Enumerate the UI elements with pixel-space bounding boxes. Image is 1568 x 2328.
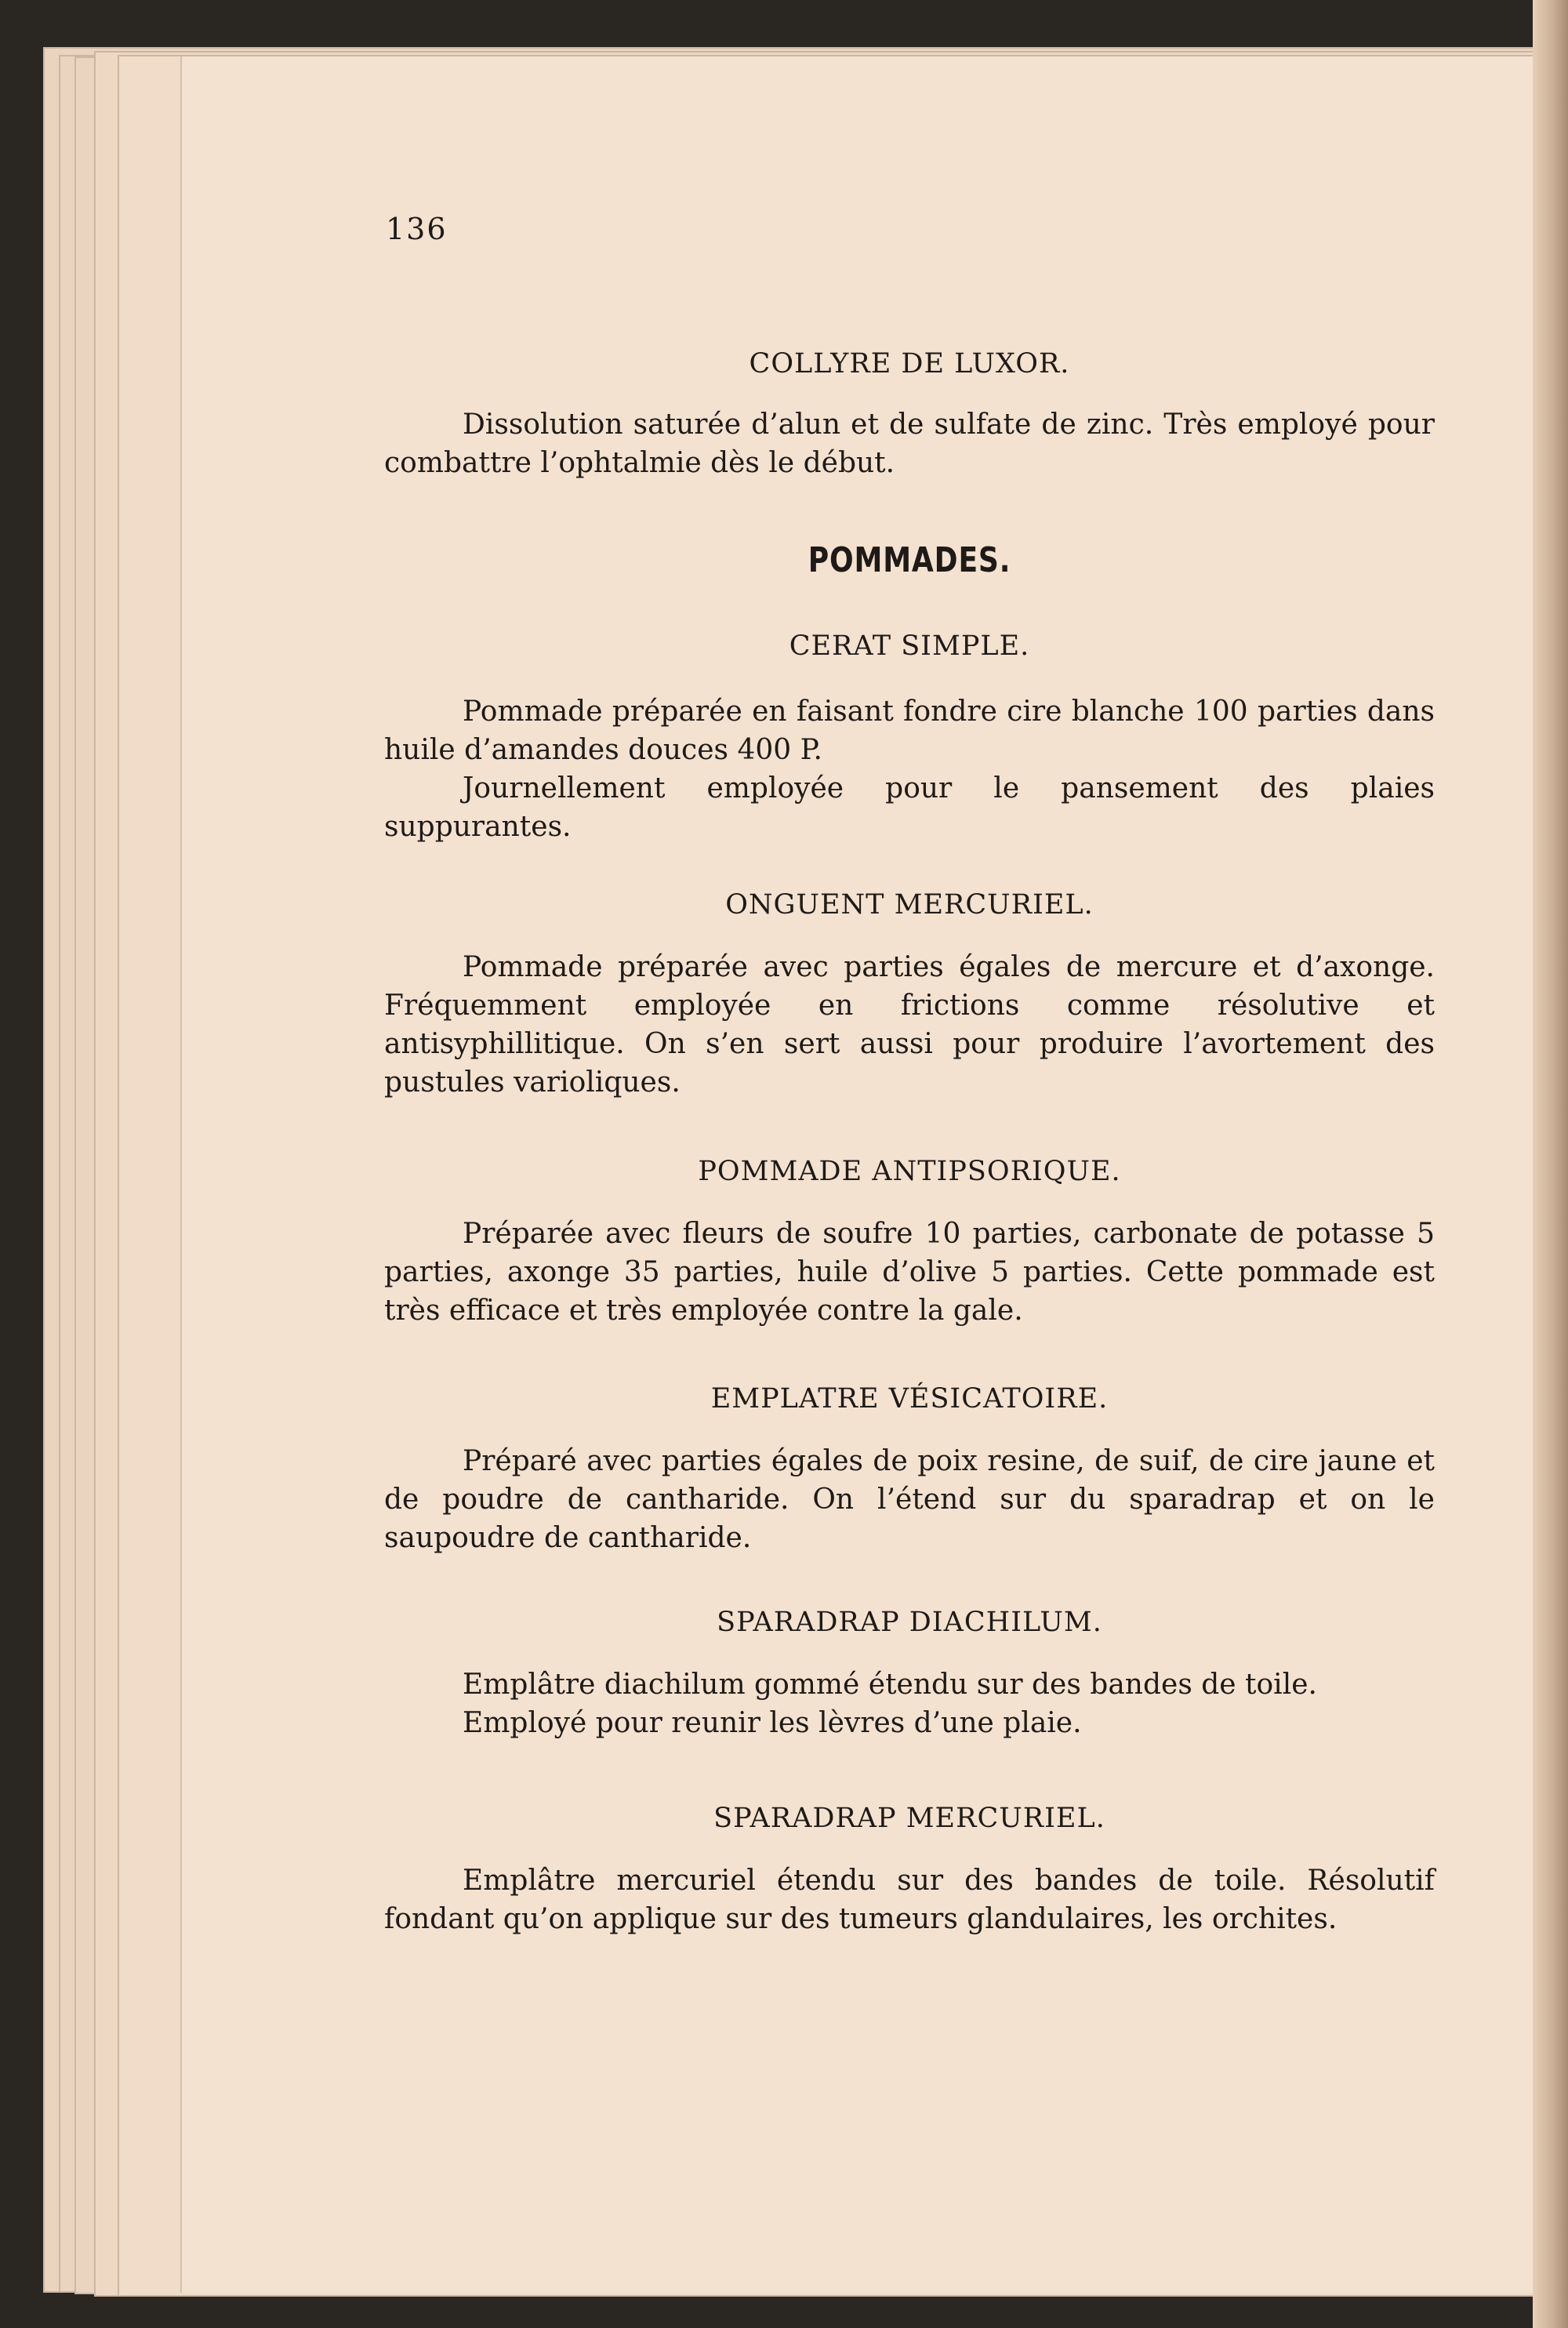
section-onguent: [384, 886, 1435, 1102]
paragraph: Emplâtre diachilum gommé étendu sur des bandes de toile.: [463, 1669, 1317, 1701]
paragraph: Pommade préparée en faisant fondre cire blanche 100 parties dans huile d’amandes douces 400 P.: [384, 695, 1435, 766]
section-title: POMMADE ANTIPSORIQUE.: [698, 1156, 1121, 1187]
paragraph: Journellement employée pour le pansement des plaies suppurantes.: [384, 772, 1435, 843]
paragraph: Pommade préparée avec parties égales de mercure et d’axonge. Fréquemment employée en frictions comme résolutive et antisyphillitique. On s’en sert aussi pour produire l’avortement des pustules varioliques.: [384, 951, 1435, 1099]
section-title: COLLYRE DE LUXOR.: [749, 348, 1070, 380]
section-collyre: [384, 345, 1435, 482]
section-pommades: [384, 541, 1435, 579]
section-cerat: [384, 627, 1435, 846]
section-title: SPARADRAP MERCURIEL.: [713, 1803, 1105, 1834]
section-title: CERAT SIMPLE.: [789, 630, 1030, 662]
section-title: SPARADRAP DIACHILUM.: [717, 1607, 1102, 1638]
paragraph: Emplâtre mercuriel étendu sur des bandes de toile. Résolutif fondant qu’on applique sur des tumeurs glandulaires, les orchites.: [384, 1865, 1435, 1935]
paragraph: Dissolution saturée d’alun et de sulfate de zinc. Très employé pour combattre l’ophtalmie dès le début.: [384, 409, 1435, 479]
paragraph: Employé pour reunir les lèvres d’une plaie.: [463, 1707, 1082, 1739]
section-title: EMPLATRE VÉSICATOIRE.: [710, 1383, 1109, 1415]
section-sparadrap-mercuriel: [384, 1800, 1435, 1938]
section-emplatre: [384, 1380, 1435, 1557]
paragraph: Préparée avec fleurs de soufre 10 parties, carbonate de potasse 5 parties, axonge 35 parties, huile d’olive 5 parties. Cette pommade est très efficace et très employée contre la gale.: [384, 1218, 1435, 1327]
page-number: 136: [386, 212, 448, 246]
paragraph: Préparé avec parties égales de poix resine, de suif, de cire jaune et de poudre de cantharide. On l’étend sur du sparadrap et on le saupoudre de cantharide.: [384, 1445, 1435, 1554]
section-title: ONGUENT MERCURIEL.: [725, 889, 1094, 921]
section-antipsorique: [384, 1153, 1435, 1330]
book-spine: [1533, 0, 1568, 2328]
section-diachilum: [384, 1603, 1435, 1742]
chapter-title: POMMADES.: [808, 540, 1011, 580]
